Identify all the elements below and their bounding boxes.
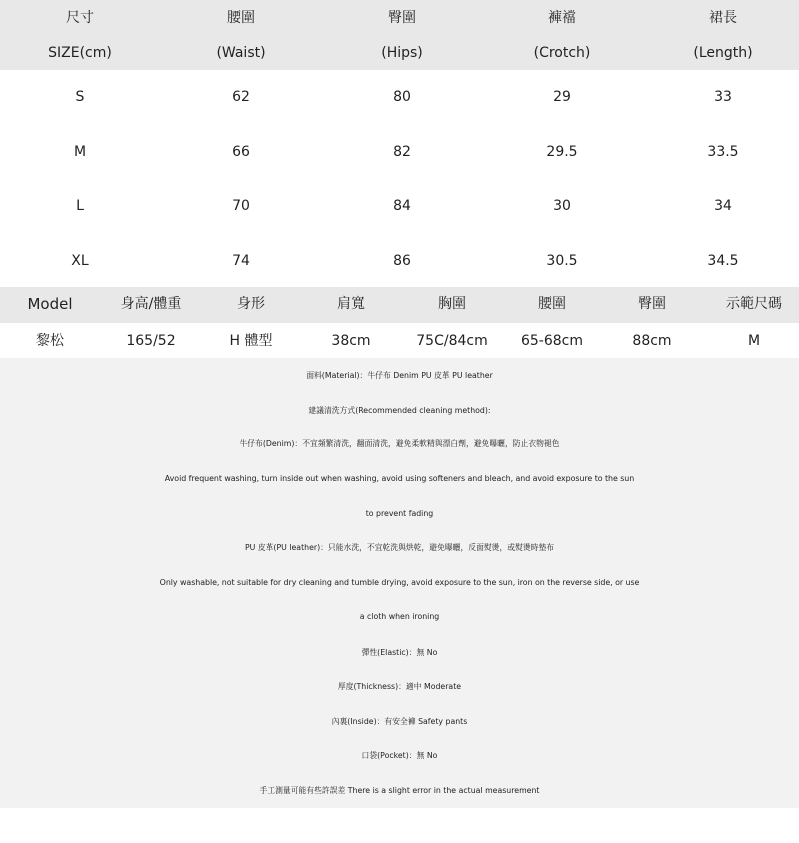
model-body-type: H 體型 bbox=[229, 333, 273, 349]
pocket-note: 口袋(Pocket)：無 No bbox=[361, 751, 438, 760]
model-header-bust: 胸圍 bbox=[438, 296, 466, 312]
measurement-error-note: 手工測量可能有些許誤差 There is a slight error in the actual measurement bbox=[259, 786, 540, 795]
header-length-zh: 裙長 bbox=[709, 10, 737, 26]
model-table-row bbox=[0, 323, 799, 358]
length-cell: 33 bbox=[714, 89, 732, 105]
header-hips-zh: 臀圍 bbox=[388, 10, 416, 26]
model-waist: 65-68cm bbox=[520, 333, 584, 349]
header-crotch-en: (Crotch) bbox=[533, 45, 591, 61]
material-note: 面料(Material)：牛仔布 Denim PU 皮革 PU leather bbox=[306, 371, 493, 380]
waist-cell: 70 bbox=[232, 198, 250, 214]
inside-note: 內裏(Inside)：有安全褲 Safety pants bbox=[331, 717, 468, 726]
size-cell: XL bbox=[71, 253, 89, 269]
header-size-en: SIZE(cm) bbox=[48, 45, 112, 61]
denim-care-en-line1: Avoid frequent washing, turn inside out when washing, avoid using softeners and bleach, and avoid exposure to the sun bbox=[164, 474, 635, 483]
hips-cell: 84 bbox=[393, 198, 411, 214]
length-cell: 34.5 bbox=[707, 253, 739, 269]
size-cell: S bbox=[75, 89, 85, 105]
crotch-cell: 30.5 bbox=[546, 253, 578, 269]
header-crotch-zh: 褲襠 bbox=[548, 10, 576, 26]
model-size: M bbox=[747, 333, 761, 349]
header-length-en: (Length) bbox=[693, 45, 753, 61]
model-name: 黎松 bbox=[36, 333, 64, 349]
cleaning-title: 建議清洗方式(Recommended cleaning method): bbox=[308, 406, 491, 415]
pu-care-en-line2: a cloth when ironing bbox=[359, 612, 440, 621]
model-header-model: Model bbox=[27, 295, 73, 313]
model-bust: 75C/84cm bbox=[416, 333, 488, 349]
denim-care-zh: 牛仔布(Denim)：不宜頻繁清洗，翻面清洗，避免柔軟精與漂白劑，避免曝曬，防止衣物褪色 bbox=[239, 439, 560, 448]
model-header-hips: 臀圍 bbox=[638, 296, 666, 312]
crotch-cell: 29.5 bbox=[546, 144, 578, 160]
crotch-cell: 30 bbox=[553, 198, 571, 214]
model-height-weight: 165/52 bbox=[126, 333, 176, 349]
header-waist-en: (Waist) bbox=[216, 45, 266, 61]
model-table-header bbox=[0, 287, 799, 323]
elastic-note: 彈性(Elastic)：無 No bbox=[361, 648, 438, 657]
model-header-height-weight: 身高/體重 bbox=[120, 296, 182, 312]
model-header-shoulder: 肩寬 bbox=[337, 296, 365, 312]
waist-cell: 74 bbox=[232, 253, 250, 269]
model-hips: 88cm bbox=[632, 333, 672, 349]
length-cell: 33.5 bbox=[707, 144, 739, 160]
crotch-cell: 29 bbox=[553, 89, 571, 105]
hips-cell: 80 bbox=[393, 89, 411, 105]
size-cell: M bbox=[73, 144, 87, 160]
pu-care-zh: PU 皮革(PU leather)：只能水洗，不宜乾洗與烘乾，避免曝曬，反面熨燙，或熨燙時墊布 bbox=[244, 543, 555, 552]
model-shoulder: 38cm bbox=[331, 333, 371, 349]
size-table-header bbox=[0, 0, 799, 70]
model-header-body-type: 身形 bbox=[237, 296, 265, 312]
denim-care-en-line2: to prevent fading bbox=[365, 509, 434, 518]
hips-cell: 82 bbox=[393, 144, 411, 160]
header-hips-en: (Hips) bbox=[381, 45, 423, 61]
header-size-zh: 尺寸 bbox=[66, 10, 94, 26]
header-waist-zh: 腰圍 bbox=[227, 10, 255, 26]
size-table-body bbox=[0, 70, 799, 287]
model-header-waist: 腰圍 bbox=[538, 296, 566, 312]
pu-care-en-line1: Only washable, not suitable for dry cleaning and tumble drying, avoid exposure to the sun, iron on the reverse side, or use bbox=[159, 578, 640, 587]
size-cell: L bbox=[76, 198, 84, 214]
thickness-note: 厚度(Thickness)：適中 Moderate bbox=[337, 682, 462, 691]
hips-cell: 86 bbox=[393, 253, 411, 269]
waist-cell: 66 bbox=[232, 144, 250, 160]
product-notes bbox=[0, 358, 799, 808]
waist-cell: 62 bbox=[232, 89, 250, 105]
model-header-size: 示範尺碼 bbox=[726, 296, 782, 312]
length-cell: 34 bbox=[714, 198, 732, 214]
